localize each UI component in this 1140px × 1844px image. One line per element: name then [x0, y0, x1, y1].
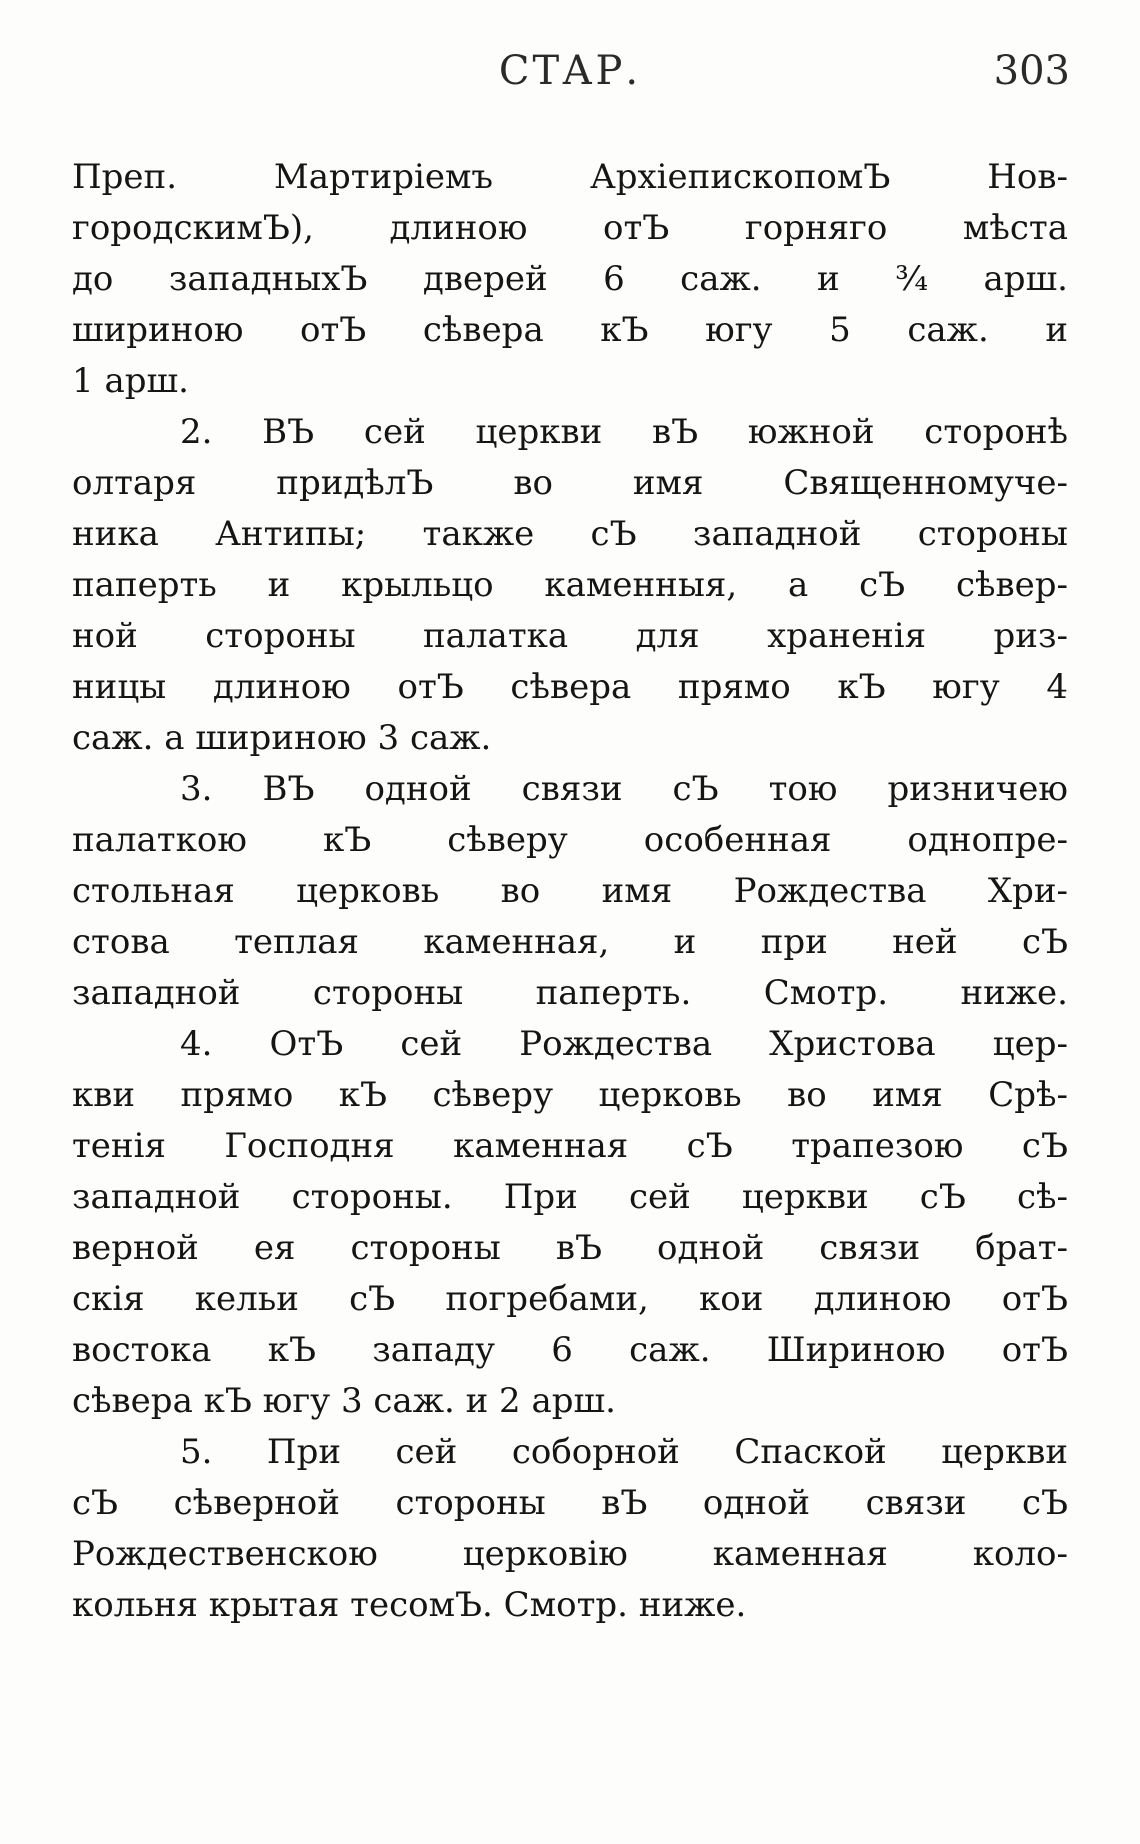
- text-line: городскимЪ), длиною отЪ горняго мѣста: [72, 208, 1068, 248]
- text-line: востока кЪ западу 6 саж. Шириною отЪ: [72, 1330, 1068, 1370]
- paragraph-start-line: 3. ВЪ одной связи сЪ тою ризничею: [180, 769, 1068, 809]
- text-line: стова теплая каменная, и при ней сЪ: [72, 922, 1068, 962]
- text-line: Преп. Мартиріемъ АрхіепископомЪ Нов-: [72, 157, 1068, 197]
- body-text: [72, 152, 1068, 1631]
- text-line: 1 арш.: [72, 361, 189, 401]
- text-line: западной стороны. При сей церкви сЪ сѣ-: [72, 1177, 1068, 1217]
- text-line: палаткою кЪ сѣверу особенная однопре-: [72, 820, 1068, 860]
- text-line: сѣвера кЪ югу 3 саж. и 2 арш.: [72, 1381, 616, 1421]
- text-line: олтаря придѣлЪ во имя Священномуче-: [72, 463, 1068, 503]
- text-line: кольня крытая тесомЪ. Смотр. ниже.: [72, 1585, 747, 1625]
- text-line: ника Антипы; также сЪ западной стороны: [72, 514, 1068, 554]
- text-line: паперть и крыльцо каменныя, а сЪ сѣвер-: [72, 565, 1068, 605]
- text-line: стольная церковь во имя Рождества Хри-: [72, 871, 1068, 911]
- text-line: ной стороны палатка для храненія риз-: [72, 616, 1068, 656]
- text-line: сЪ сѣверной стороны вЪ одной связи сЪ: [72, 1483, 1068, 1523]
- text-line: скія кельи сЪ погребами, кои длиною отЪ: [72, 1279, 1068, 1319]
- text-line: кви прямо кЪ сѣверу церковь во имя Срѣ-: [72, 1075, 1068, 1115]
- text-line: верной ея стороны вЪ одной связи брат-: [72, 1228, 1068, 1268]
- running-head: СТАР.: [498, 48, 642, 94]
- text-line: саж. а шириною 3 саж.: [72, 718, 492, 758]
- text-line: тенія Господня каменная сЪ трапезою сЪ: [72, 1126, 1068, 1166]
- paragraph-start-line: 4. ОтЪ сей Рождества Христова цер-: [180, 1024, 1068, 1064]
- paragraph-start-line: 5. При сей соборной Спаской церкви: [180, 1432, 1068, 1472]
- page-number: 303: [993, 48, 1070, 94]
- paragraph-start-line: 2. ВЪ сей церкви вЪ южной сторонѣ: [180, 412, 1068, 452]
- text-line: ницы длиною отЪ сѣвера прямо кЪ югу 4: [72, 667, 1068, 707]
- text-line: до западныхЪ дверей 6 саж. и ¾ арш.: [72, 259, 1068, 299]
- text-line: шириною отЪ сѣвера кЪ югу 5 саж. и: [72, 310, 1068, 350]
- page-header: [70, 48, 1070, 108]
- text-line: Рождественскою церковію каменная коло-: [72, 1534, 1068, 1574]
- text-line: западной стороны паперть. Смотр. ниже.: [72, 973, 1068, 1013]
